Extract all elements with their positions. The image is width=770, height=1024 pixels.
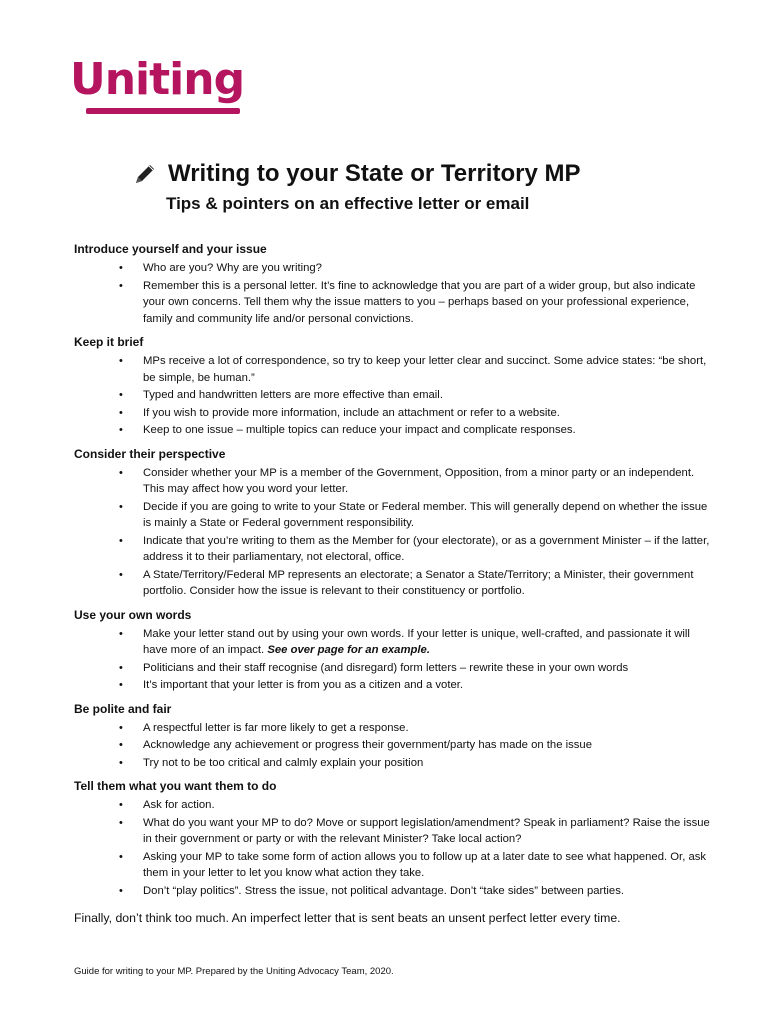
bullet-list bbox=[74, 797, 714, 899]
section-heading: Tell them what you want them to do bbox=[74, 779, 277, 793]
list-item-text: Keep to one issue – multiple topics can reduce your impact and complicate responses. bbox=[143, 424, 576, 436]
list-item bbox=[74, 660, 714, 677]
uniting-logo bbox=[70, 54, 250, 120]
bullet-list bbox=[74, 626, 714, 694]
list-item-text: Decide if you are going to write to your State or Federal member. This will generally depend on whether the issue is mainly a State or Federal government responsibility. bbox=[143, 500, 708, 529]
list-item-text: Asking your MP to take some form of action allows you to follow up at a later date to see what happened. Or, ask them in your letter to let you know what action they take. bbox=[143, 850, 707, 879]
section-heading: Keep it brief bbox=[74, 335, 144, 349]
section-heading: Be polite and fair bbox=[74, 701, 172, 716]
bullet-icon: • bbox=[119, 739, 123, 751]
list-item bbox=[74, 720, 714, 737]
list-item bbox=[74, 405, 714, 422]
list-item bbox=[74, 626, 714, 659]
list-item bbox=[74, 849, 714, 882]
bullet-icon: • bbox=[119, 389, 123, 401]
list-item-text: Who are you? Why are you writing? bbox=[143, 262, 322, 274]
bullet-icon: • bbox=[119, 816, 123, 829]
bullet-list bbox=[74, 465, 714, 600]
list-item bbox=[74, 499, 714, 532]
closing-note: Finally, don’t think too much. An imperfect letter that is sent beats an unsent perfect letter every time. bbox=[74, 911, 621, 925]
section bbox=[74, 700, 714, 772]
bullet-icon: • bbox=[119, 406, 123, 419]
list-item bbox=[74, 797, 714, 814]
list-item bbox=[74, 465, 714, 498]
list-item-text: If you wish to provide more information, include an attachment or refer to a website. bbox=[143, 406, 560, 419]
bullet-list bbox=[74, 260, 714, 327]
list-item bbox=[74, 533, 714, 566]
list-item-text: A State/Territory/Federal MP represents an electorate; a Senator a State/Territory; a Minister, their government portfolio. Consider how the issue is relevant to their constituency or portfolio. bbox=[143, 568, 694, 597]
list-item-text: Try not to be too critical and calmly explain your position bbox=[143, 756, 424, 769]
list-item-text: Ask for action. bbox=[143, 799, 215, 811]
list-item-text: MPs receive a lot of correspondence, so try to keep your letter clear and succinct. Some advice states: “be short, be simple, be human.” bbox=[143, 355, 707, 384]
logo-underline bbox=[86, 108, 240, 114]
section bbox=[74, 777, 714, 899]
list-item bbox=[74, 422, 714, 439]
list-item-text: Indicate that you’re writing to them as the Member for (your electorate), or as a government Minister – if the latter, address it to their parliamentary, not electoral, office. bbox=[143, 534, 710, 563]
bullet-icon: • bbox=[119, 884, 123, 897]
section-heading: Introduce yourself and your issue bbox=[74, 242, 267, 256]
bullet-icon: • bbox=[119, 424, 123, 436]
section-heading: Consider their perspective bbox=[74, 446, 226, 461]
list-item-text: Don’t “play politics”. Stress the issue, not political advantage. Don’t “take sides” between parties. bbox=[143, 884, 624, 897]
bullet-icon: • bbox=[119, 466, 123, 479]
list-item-text: Acknowledge any achievement or progress their government/party has made on the issue bbox=[143, 739, 592, 751]
list-item bbox=[74, 815, 714, 848]
section bbox=[74, 240, 714, 327]
page-subtitle: Tips & pointers on an effective letter or email bbox=[166, 194, 530, 213]
bullet-icon: • bbox=[119, 355, 123, 367]
list-item-text: Typed and handwritten letters are more effective than email. bbox=[143, 389, 443, 401]
bullet-icon: • bbox=[119, 756, 123, 769]
logo-text: Uniting bbox=[70, 54, 245, 105]
emphasis-note: See over page for an example. bbox=[267, 644, 430, 656]
list-item bbox=[74, 353, 714, 386]
bullet-icon: • bbox=[119, 262, 123, 274]
list-item bbox=[74, 883, 714, 900]
title-row bbox=[132, 160, 580, 188]
list-item-text: It’s important that your letter is from you as a citizen and a voter. bbox=[143, 679, 464, 691]
bullet-icon: • bbox=[119, 799, 123, 811]
bullet-icon: • bbox=[119, 279, 123, 292]
section bbox=[74, 445, 714, 600]
list-item-text: Consider whether your MP is a member of the Government, Opposition, from a minor party or an independent. This may affect how you word your letter. bbox=[143, 466, 695, 495]
section bbox=[74, 333, 714, 439]
pencil-icon bbox=[132, 161, 158, 187]
footer-note: Guide for writing to your MP. Prepared by the Uniting Advocacy Team, 2020. bbox=[74, 966, 394, 977]
list-item-text: Make your letter stand out by using your own words. If your letter is unique, well-crafted, and passionate it will have more of an impact. bbox=[143, 627, 690, 656]
list-item-text: A respectful letter is far more likely to get a response. bbox=[143, 721, 409, 734]
bullet-list bbox=[74, 720, 714, 772]
bullet-icon: • bbox=[119, 850, 123, 863]
list-item-text: What do you want your MP to do? Move or support legislation/amendment? Speak in parliament? Raise the issue in their government or party or with the relevant Minister? Take local action? bbox=[143, 816, 710, 845]
list-item bbox=[74, 737, 714, 754]
page-title: Writing to your State or Territory MP bbox=[168, 160, 581, 187]
list-item bbox=[74, 278, 714, 328]
bullet-icon: • bbox=[119, 568, 123, 581]
bullet-icon: • bbox=[119, 627, 123, 640]
list-item bbox=[74, 260, 714, 277]
list-item bbox=[74, 387, 714, 404]
bullet-icon: • bbox=[119, 679, 123, 691]
list-item-text: Remember this is a personal letter. It’s fine to acknowledge that you are part of a wider group, but also indicate your own concerns. Tell them why the issue matters to you – perhaps based on your professional experience, family and community life and/or personal convictions. bbox=[143, 279, 696, 325]
bullet-icon: • bbox=[119, 500, 123, 513]
bullet-icon: • bbox=[119, 721, 123, 734]
list-item bbox=[74, 567, 714, 600]
bullet-icon: • bbox=[119, 661, 123, 674]
list-item bbox=[74, 677, 714, 694]
bullet-icon: • bbox=[119, 534, 123, 547]
section bbox=[74, 606, 714, 694]
list-item bbox=[74, 755, 714, 772]
guide-content bbox=[74, 240, 714, 927]
section-heading: Use your own words bbox=[74, 607, 192, 622]
bullet-list bbox=[74, 353, 714, 439]
list-item-text: Politicians and their staff recognise (and disregard) form letters – rewrite these in your own words bbox=[143, 661, 629, 674]
